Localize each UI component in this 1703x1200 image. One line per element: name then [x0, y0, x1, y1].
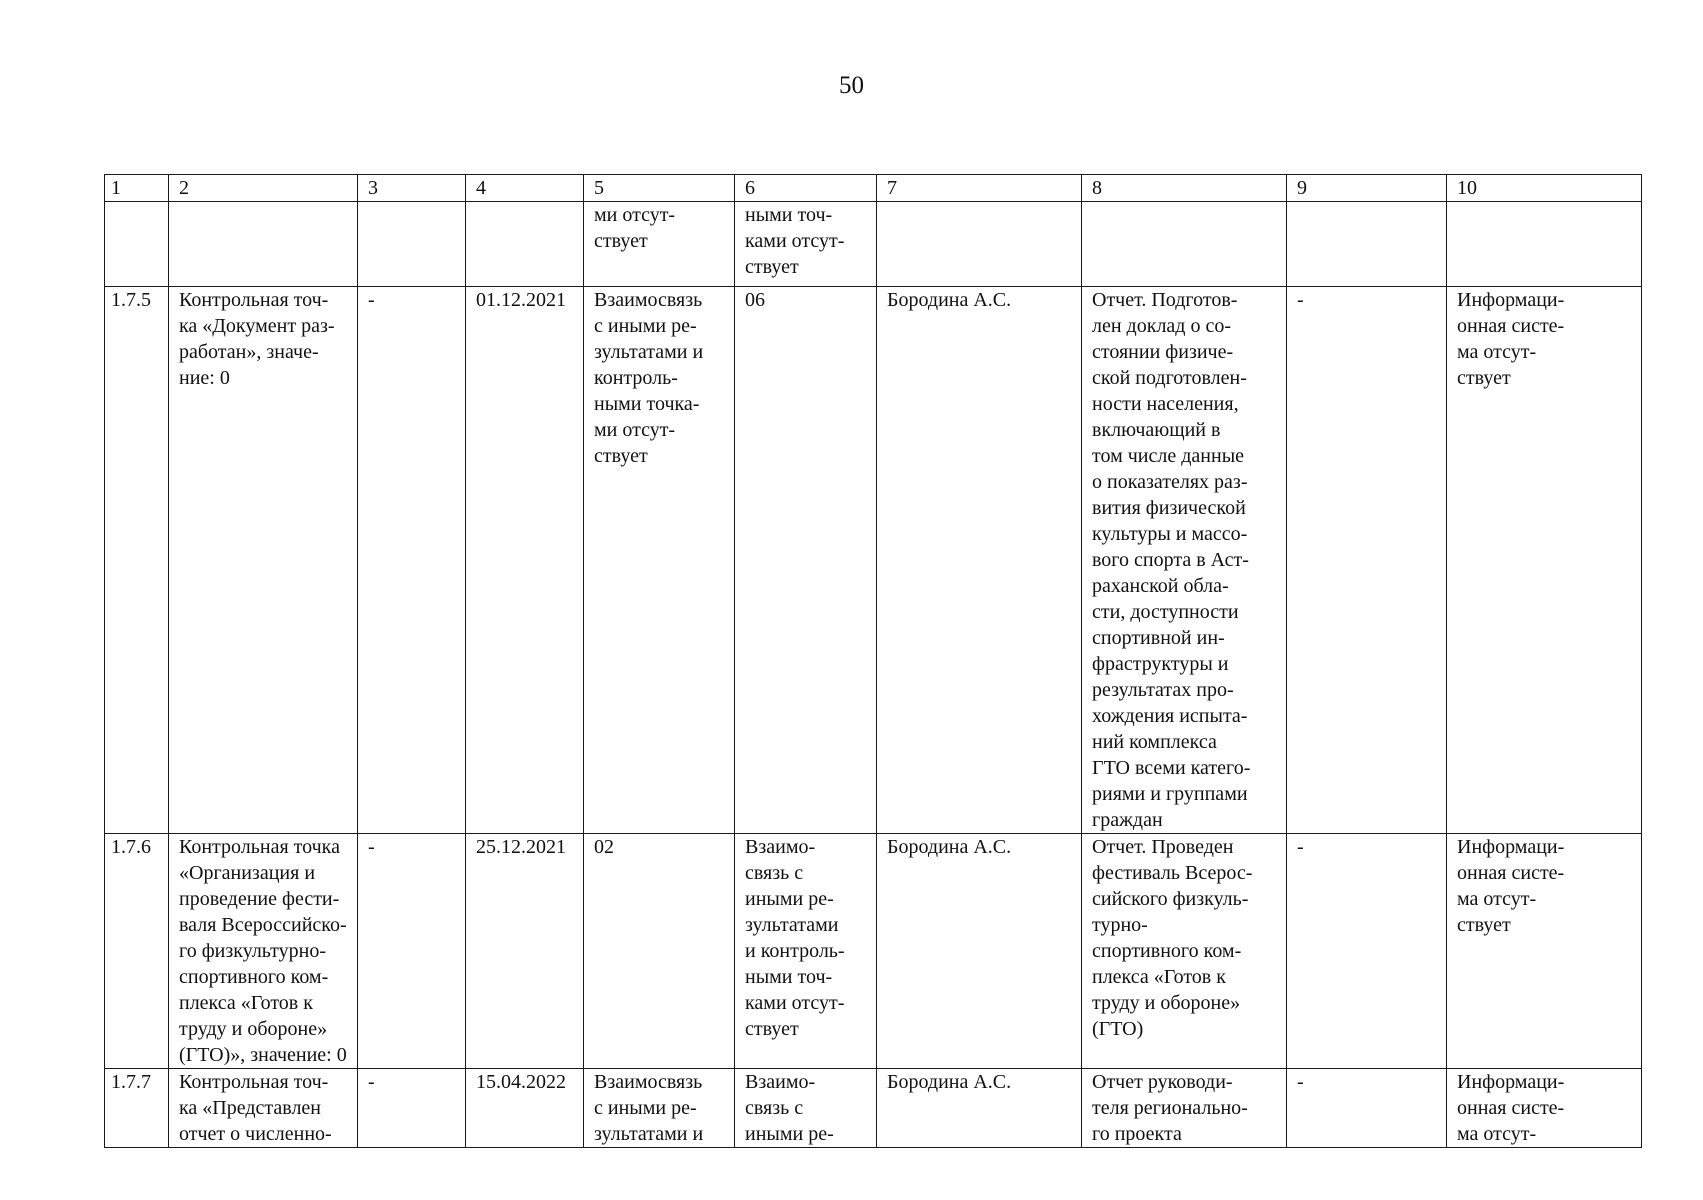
column-header-4: 4 — [466, 175, 584, 202]
cell-text-line: ствует — [1457, 914, 1511, 936]
cell-text-line: - — [1297, 289, 1304, 311]
responsible-cell — [877, 287, 1082, 834]
cell-text-line: «Организация и — [179, 862, 316, 884]
cell-text-line: зультатами — [745, 914, 839, 936]
cell-text-line: ма отсут- — [1457, 1123, 1537, 1145]
cell-text-line: связь с — [745, 862, 804, 884]
cell-text-line: спортивной ин- — [1092, 627, 1225, 649]
cell-text-line: 01.12.2021 — [476, 289, 566, 311]
cell-text-line: ками отсут- — [745, 992, 845, 1014]
column-header-9: 9 — [1287, 175, 1447, 202]
table-row — [105, 1069, 1642, 1148]
checkpoint-name-cell — [169, 287, 358, 834]
cell-text-line: лен доклад о со- — [1092, 315, 1232, 337]
row-number-cell: 1.7.6 — [105, 834, 169, 1069]
cell-col9-cell — [1287, 202, 1447, 287]
cell-text-line: го проекта — [1092, 1123, 1182, 1145]
cell-text-line: раханской обла- — [1092, 575, 1229, 597]
cell-text-line: иными ре- — [745, 888, 834, 910]
cell-text-line: вития физической — [1092, 497, 1246, 519]
cell-text-line: спортивного ком- — [1092, 940, 1242, 962]
cell-col9-cell — [1287, 287, 1447, 834]
cell-text-line: ма отсут- — [1457, 341, 1537, 363]
cell-text-line: ми отсут- — [594, 204, 676, 226]
relation-cell — [584, 202, 735, 287]
cell-text-line: ности населения, — [1092, 393, 1239, 415]
cell-text-line: труду и обороне» — [1092, 992, 1241, 1014]
responsible-cell — [877, 202, 1082, 287]
cell-text-line: включающий в — [1092, 419, 1221, 441]
cell-text-line: Взаимо- — [745, 1071, 816, 1093]
cell-text-line: теля регионально- — [1092, 1097, 1248, 1119]
info-system-cell — [1447, 834, 1642, 1069]
cell-text-line: 06 — [745, 289, 765, 311]
result-description-cell — [1082, 1069, 1287, 1148]
column-header-1: 1 — [105, 175, 169, 202]
cell-text-line: ние: 0 — [179, 367, 230, 389]
cell-text-line: ствует — [1457, 367, 1511, 389]
cell-text-line: работан», значе- — [179, 341, 319, 363]
cell-text-line: Бородина А.С. — [887, 1071, 1012, 1093]
cell-text-line: Отчет. Подготов- — [1092, 289, 1238, 311]
info-system-cell — [1447, 202, 1642, 287]
cell-text-line: зультатами и — [594, 341, 704, 363]
checkpoint-name-cell — [169, 834, 358, 1069]
cell-text-line: Контрольная точка — [179, 836, 340, 858]
relation-cell — [584, 1069, 735, 1148]
cell-col3-cell — [358, 834, 466, 1069]
cell-text-line: Бородина А.С. — [887, 836, 1012, 858]
date-cell — [466, 834, 584, 1069]
relation-cell — [584, 834, 735, 1069]
type-code-cell — [735, 1069, 877, 1148]
cell-text-line: риями и группами — [1092, 783, 1248, 805]
cell-text-line: хождения испыта- — [1092, 705, 1248, 727]
cell-text-line: труду и обороне» — [179, 1018, 328, 1040]
cell-text-line: и контроль- — [745, 940, 845, 962]
result-description-cell — [1082, 834, 1287, 1069]
cell-text-line: ской подготовлен- — [1092, 367, 1247, 389]
column-header-6: 6 — [735, 175, 877, 202]
page-number: 50 — [839, 72, 864, 99]
cell-text-line: Взаимосвязь — [594, 289, 703, 311]
cell-text-line: валя Всероссийско- — [179, 914, 347, 936]
cell-col9-cell — [1287, 1069, 1447, 1148]
type-code-cell — [735, 834, 877, 1069]
cell-text-line: Отчет руководи- — [1092, 1071, 1233, 1093]
type-code-cell — [735, 287, 877, 834]
cell-text-line: контроль- — [594, 367, 678, 389]
table-row — [105, 287, 1642, 834]
type-code-cell — [735, 202, 877, 287]
cell-text-line: с иными ре- — [594, 315, 697, 337]
cell-text-line: отчет о численно- — [179, 1123, 332, 1145]
cell-text-line: культуры и массо- — [1092, 523, 1248, 545]
cell-text-line: ка «Документ раз- — [179, 315, 335, 337]
cell-text-line: онная систе- — [1457, 862, 1565, 884]
cell-text-line: турно- — [1092, 914, 1148, 936]
cell-text-line: сийского физкуль- — [1092, 888, 1249, 910]
cell-text-line: плекса «Готов к — [1092, 966, 1226, 988]
info-system-cell — [1447, 287, 1642, 834]
cell-text-line: сти, доступности — [1092, 601, 1239, 623]
checkpoint-name-cell — [169, 202, 358, 287]
cell-text-line: плекса «Готов к — [179, 992, 313, 1014]
cell-text-line: зультатами и — [594, 1123, 704, 1145]
cell-text-line: го физкультурно- — [179, 940, 327, 962]
cell-text-line: результатах про- — [1092, 679, 1234, 701]
cell-text-line: спортивного ком- — [179, 966, 329, 988]
cell-text-line: Бородина А.С. — [887, 289, 1012, 311]
table-header-row — [105, 175, 1642, 202]
cell-text-line: ка «Представлен — [179, 1097, 322, 1119]
cell-text-line: ствует — [745, 256, 799, 278]
cell-text-line: ными точка- — [594, 393, 700, 415]
date-cell — [466, 202, 584, 287]
cell-text-line: - — [1297, 836, 1304, 858]
cell-text-line: ствует — [594, 445, 648, 467]
column-header-10: 10 — [1447, 175, 1642, 202]
cell-text-line: (ГТО) — [1092, 1018, 1144, 1040]
cell-col9-cell — [1287, 834, 1447, 1069]
cell-text-line: Взаимо- — [745, 836, 816, 858]
cell-text-line: Информаци- — [1457, 836, 1565, 858]
row-number-cell: 1.7.7 — [105, 1069, 169, 1148]
cell-text-line: - — [368, 289, 375, 311]
cell-text-line: Отчет. Проведен — [1092, 836, 1234, 858]
cell-text-line: ными точ- — [745, 204, 833, 226]
cell-text-line: Контрольная точ- — [179, 289, 329, 311]
cell-text-line: - — [368, 836, 375, 858]
cell-text-line: ствует — [745, 1018, 799, 1040]
row-number-cell — [105, 202, 169, 287]
cell-text-line: (ГТО)», значение: 0 — [179, 1044, 347, 1066]
cell-text-line: вого спорта в Аст- — [1092, 549, 1249, 571]
cell-text-line: Контрольная точ- — [179, 1071, 329, 1093]
cell-text-line: 15.04.2022 — [476, 1071, 566, 1093]
cell-text-line: онная систе- — [1457, 1097, 1565, 1119]
date-cell — [466, 1069, 584, 1148]
cell-text-line: иными ре- — [745, 1123, 834, 1145]
responsible-cell — [877, 834, 1082, 1069]
cell-text-line: ГТО всеми катего- — [1092, 757, 1251, 779]
cell-text-line: ми отсут- — [594, 419, 676, 441]
cell-text-line: проведение фести- — [179, 888, 340, 910]
cell-text-line: ными точ- — [745, 966, 833, 988]
cell-text-line: Информаци- — [1457, 289, 1565, 311]
cell-text-line: - — [368, 1071, 375, 1093]
cell-text-line: ний комплекса — [1092, 731, 1217, 753]
cell-text-line: Взаимосвязь — [594, 1071, 703, 1093]
cell-text-line: стоянии физиче- — [1092, 341, 1234, 363]
cell-text-line: с иными ре- — [594, 1097, 697, 1119]
cell-text-line: ками отсут- — [745, 230, 845, 252]
result-description-cell — [1082, 287, 1287, 834]
column-header-8: 8 — [1082, 175, 1287, 202]
cell-text-line: 02 — [594, 836, 614, 858]
date-cell — [466, 287, 584, 834]
cell-text-line: связь с — [745, 1097, 804, 1119]
table-row — [105, 202, 1642, 287]
cell-text-line: том числе данные — [1092, 445, 1245, 467]
cell-text-line: ма отсут- — [1457, 888, 1537, 910]
cell-text-line: 25.12.2021 — [476, 836, 566, 858]
cell-text-line: фестиваль Всерос- — [1092, 862, 1253, 884]
responsible-cell — [877, 1069, 1082, 1148]
cell-text-line: Информаци- — [1457, 1071, 1565, 1093]
column-header-2: 2 — [169, 175, 358, 202]
cell-text-line: онная систе- — [1457, 315, 1565, 337]
relation-cell — [584, 287, 735, 834]
cell-col3-cell — [358, 287, 466, 834]
column-header-5: 5 — [584, 175, 735, 202]
result-description-cell — [1082, 202, 1287, 287]
column-header-3: 3 — [358, 175, 466, 202]
cell-text-line: фраструктуры и — [1092, 653, 1229, 675]
checkpoint-name-cell — [169, 1069, 358, 1148]
cell-col3-cell — [358, 202, 466, 287]
cell-text-line: ствует — [594, 230, 648, 252]
cell-text-line: - — [1297, 1071, 1304, 1093]
cell-text-line: о показателях раз- — [1092, 471, 1248, 493]
table-row — [105, 834, 1642, 1069]
cell-text-line: граждан — [1092, 809, 1163, 831]
column-header-7: 7 — [877, 175, 1082, 202]
cell-col3-cell — [358, 1069, 466, 1148]
info-system-cell — [1447, 1069, 1642, 1148]
checkpoint-table — [104, 174, 1642, 1148]
row-number-cell: 1.7.5 — [105, 287, 169, 834]
